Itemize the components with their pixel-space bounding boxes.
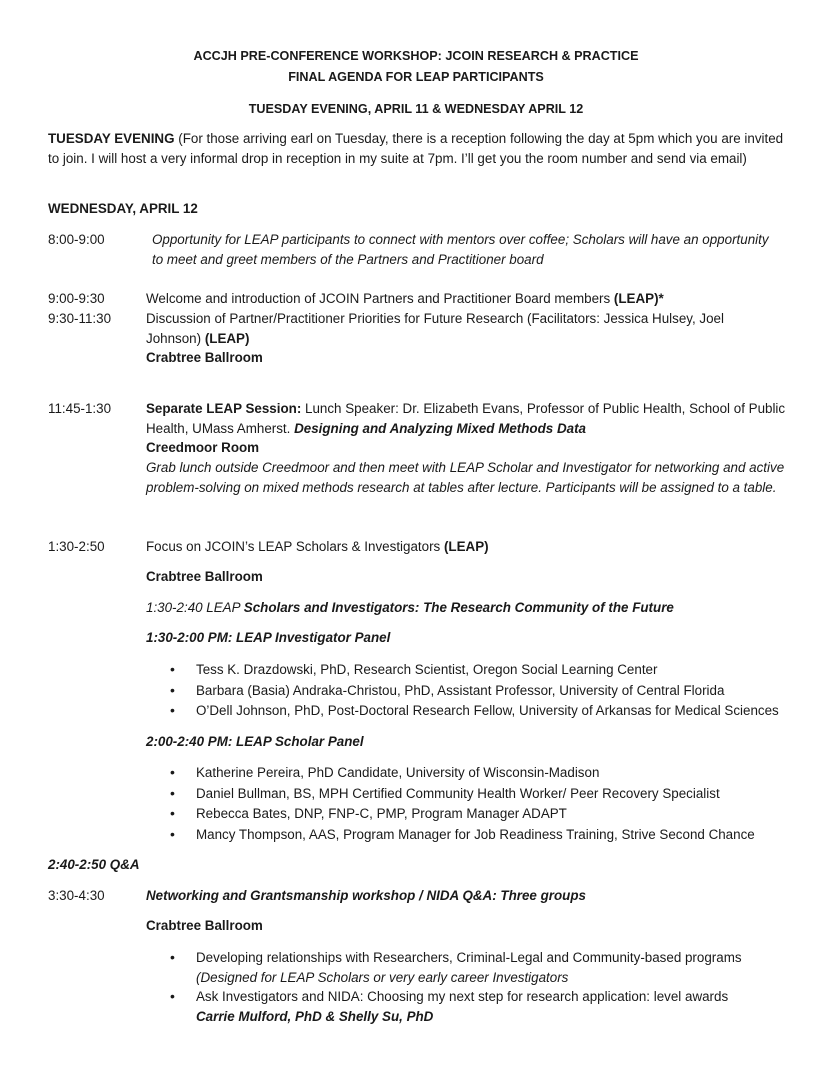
session-text: Welcome and introduction of JCOIN Partners and Practitioner Board members [146,291,614,306]
group-presenters: Carrie Mulford, PhD & Shelly Su, PhD [196,1008,434,1024]
list-item: • Katherine Pereira, PhD Candidate, University of Wisconsin-Madison [170,763,790,784]
session-time: 3:30-4:30 [48,888,105,903]
wednesday-heading: WEDNESDAY, APRIL 12 [48,201,198,216]
list-item: • Rebecca Bates, DNP, FNP-C, PMP, Program Manager ADAPT [170,804,790,825]
session-note: Grab lunch outside Creedmoor and then meet with LEAP Scholar and Investigator for networking and active problem-solving on mixed methods research at tables after lecture. Participants will be assigned to a table. [146,460,785,495]
subsession-heading [146,598,786,618]
list-item: • O’Dell Johnson, PhD, Post-Doctoral Research Fellow, University of Arkansas for Medical Sciences [170,701,790,722]
tuesday-label: TUESDAY EVENING [48,131,175,146]
date-heading: TUESDAY EVENING, APRIL 11 & WEDNESDAY APRIL 12 [248,102,584,116]
list-item: • Barbara (Basia) Andraka-Christou, PhD, Assistant Professor, University of Central Florida [170,681,790,702]
session-text: Lunch Speaker: Dr. Elizabeth Evans, Professor of Public Health, School of Public Health, UMass Amherst. [146,401,786,436]
session-time: 1:30-2:50 [48,539,105,554]
page-title: ACCJH PRE-CONFERENCE WORKSHOP: JCOIN RESEARCH & PRACTICE [193,49,639,63]
session-title: Separate LEAP Session: [146,401,302,416]
session-time: 8:00-9:00 [48,232,105,247]
leap-tag: (LEAP) [204,330,250,346]
session-time: 9:30-11:30 [48,311,112,326]
workshop-groups-list [170,948,790,1026]
list-item: • Daniel Bullman, BS, MPH Certified Community Health Worker/ Peer Recovery Specialist [170,784,790,805]
group-title: • Ask Investigators and NIDA: Choosing my next step for research application: level awards [196,989,729,1005]
list-item [170,987,790,1026]
investigator-panel-list [170,660,790,722]
session-time: 11:45-1:30 [48,401,112,416]
leap-tag: (LEAP) [443,539,489,554]
session-room: Crabtree Ballroom [146,350,263,365]
session-time: 9:00-9:30 [48,291,105,306]
session-text: Discussion of Partner/Practitioner Priorities for Future Research (Facilitators: Jessica Hulsey, Joel Johnson) [146,311,724,346]
session-description: Opportunity for LEAP participants to connect with mentors over coffee; Scholars will have an opportunity to meet and greet members of the Partners and Practitioner board [152,232,769,267]
list-item [170,948,790,987]
session-room: Crabtree Ballroom [146,918,263,933]
tuesday-text: (For those arriving earl on Tuesday, there is a reception following the day at 5pm which you are invited to join. I will host a very informal drop in reception in my suite at 7pm. I’ll get you the room number and send via email) [48,131,784,166]
panel-heading: 1:30-2:00 PM: LEAP Investigator Panel [146,630,391,645]
subsession-title: Scholars and Investigators: The Research Community of the Future [243,600,674,615]
talk-title: Designing and Analyzing Mixed Methods Data [294,420,586,436]
group-title: • Developing relationships with Researchers, Criminal-Legal and Community-based programs [196,950,742,965]
session-room: Crabtree Ballroom [146,569,263,584]
subsession-time: 1:30-2:40 LEAP [146,600,244,615]
scholar-panel-list [170,763,790,845]
group-note: (Designed for LEAP Scholars or very early career Investigators [196,969,569,985]
session-description [146,537,786,557]
session-text: Focus on JCOIN’s LEAP Scholars & Investigators [146,539,444,554]
panel-heading: 2:00-2:40 PM: LEAP Scholar Panel [146,734,364,749]
qa-heading: 2:40-2:50 Q&A [48,857,140,872]
session-room: Creedmoor Room [146,440,260,455]
leap-tag: (LEAP)* [613,291,664,306]
list-item: • Tess K. Drazdowski, PhD, Research Scientist, Oregon Social Learning Center [170,660,790,681]
session-description [146,399,791,438]
list-item: • Mancy Thompson, AAS, Program Manager for Job Readiness Training, Strive Second Chance [170,825,790,846]
session-title: Networking and Grantsmanship workshop / NIDA Q&A: Three groups [146,888,586,903]
page-subtitle: FINAL AGENDA FOR LEAP PARTICIPANTS [288,70,544,84]
session-description [146,309,746,348]
session-description [146,289,786,309]
tuesday-paragraph [48,129,793,168]
